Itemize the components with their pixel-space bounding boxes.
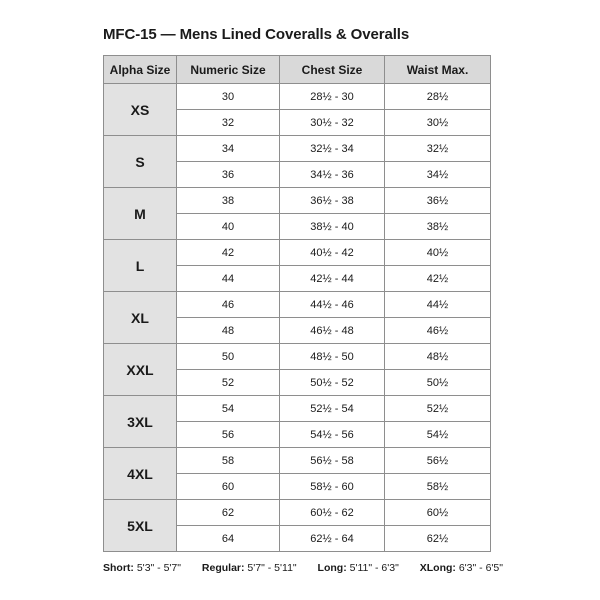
legend-regular-label: Regular:	[201, 562, 245, 574]
size-chart-table	[103, 55, 491, 552]
legend-short	[103, 562, 181, 574]
waist-max-cell: 62½	[385, 526, 491, 552]
waist-max-cell: 30½	[385, 110, 491, 136]
chest-size-cell: 44½ - 46	[280, 292, 385, 318]
waist-max-cell: 32½	[385, 136, 491, 162]
numeric-size-cell: 46	[177, 292, 280, 318]
numeric-size-cell: 30	[177, 84, 280, 110]
table-row	[104, 344, 491, 370]
table-body	[104, 84, 491, 552]
legend-regular-value: 5'7" - 5'11"	[247, 562, 297, 574]
legend-xlong-value: 6'3" - 6'5"	[458, 562, 503, 574]
waist-max-cell: 36½	[385, 188, 491, 214]
legend-xlong-label: XLong:	[419, 562, 456, 574]
numeric-size-cell: 44	[177, 266, 280, 292]
waist-max-cell: 44½	[385, 292, 491, 318]
legend-long	[318, 562, 399, 574]
table-row	[104, 188, 491, 214]
waist-max-cell: 56½	[385, 448, 491, 474]
waist-max-cell: 38½	[385, 214, 491, 240]
chest-size-cell: 58½ - 60	[280, 474, 385, 500]
legend-regular	[202, 562, 297, 574]
chest-size-cell: 32½ - 34	[280, 136, 385, 162]
chest-size-cell: 48½ - 50	[280, 344, 385, 370]
numeric-size-cell: 40	[177, 214, 280, 240]
legend-xlong	[420, 562, 503, 574]
chest-size-cell: 46½ - 48	[280, 318, 385, 344]
numeric-size-cell: 52	[177, 370, 280, 396]
legend-short-value: 5'3" - 5'7"	[136, 562, 181, 574]
alpha-size-cell: 3XL	[104, 396, 177, 448]
table-row	[104, 396, 491, 422]
table-row	[104, 240, 491, 266]
chest-size-cell: 52½ - 54	[280, 396, 385, 422]
length-legend	[103, 562, 503, 574]
numeric-size-cell: 32	[177, 110, 280, 136]
table-row	[104, 136, 491, 162]
waist-max-cell: 40½	[385, 240, 491, 266]
numeric-size-cell: 36	[177, 162, 280, 188]
header-numeric-size: Numeric Size	[177, 56, 280, 84]
alpha-size-cell: XL	[104, 292, 177, 344]
table-row	[104, 84, 491, 110]
alpha-size-cell: 5XL	[104, 500, 177, 552]
alpha-size-cell: L	[104, 240, 177, 292]
chest-size-cell: 62½ - 64	[280, 526, 385, 552]
alpha-size-cell: XS	[104, 84, 177, 136]
waist-max-cell: 42½	[385, 266, 491, 292]
table-row	[104, 292, 491, 318]
legend-short-label: Short:	[103, 562, 134, 574]
numeric-size-cell: 34	[177, 136, 280, 162]
waist-max-cell: 58½	[385, 474, 491, 500]
chest-size-cell: 40½ - 42	[280, 240, 385, 266]
legend-long-label: Long:	[317, 562, 347, 574]
alpha-size-cell: 4XL	[104, 448, 177, 500]
waist-max-cell: 34½	[385, 162, 491, 188]
numeric-size-cell: 62	[177, 500, 280, 526]
table-row	[104, 448, 491, 474]
header-waist-max: Waist Max.	[385, 56, 491, 84]
numeric-size-cell: 60	[177, 474, 280, 500]
chest-size-cell: 38½ - 40	[280, 214, 385, 240]
chest-size-cell: 42½ - 44	[280, 266, 385, 292]
waist-max-cell: 46½	[385, 318, 491, 344]
chest-size-cell: 30½ - 32	[280, 110, 385, 136]
numeric-size-cell: 38	[177, 188, 280, 214]
waist-max-cell: 52½	[385, 396, 491, 422]
legend-long-value: 5'11" - 6'3"	[349, 562, 399, 574]
waist-max-cell: 60½	[385, 500, 491, 526]
page-title: MFC-15 — Mens Lined Coveralls & Overalls	[103, 26, 410, 43]
waist-max-cell: 28½	[385, 84, 491, 110]
numeric-size-cell: 54	[177, 396, 280, 422]
alpha-size-cell: M	[104, 188, 177, 240]
numeric-size-cell: 58	[177, 448, 280, 474]
chest-size-cell: 50½ - 52	[280, 370, 385, 396]
chest-size-cell: 36½ - 38	[280, 188, 385, 214]
numeric-size-cell: 56	[177, 422, 280, 448]
header-row	[104, 56, 491, 84]
waist-max-cell: 50½	[385, 370, 491, 396]
header-chest-size: Chest Size	[280, 56, 385, 84]
chest-size-cell: 54½ - 56	[280, 422, 385, 448]
table-row	[104, 500, 491, 526]
chest-size-cell: 60½ - 62	[280, 500, 385, 526]
numeric-size-cell: 64	[177, 526, 280, 552]
alpha-size-cell: S	[104, 136, 177, 188]
header-alpha-size: Alpha Size	[104, 56, 177, 84]
waist-max-cell: 48½	[385, 344, 491, 370]
numeric-size-cell: 48	[177, 318, 280, 344]
alpha-size-cell: XXL	[104, 344, 177, 396]
numeric-size-cell: 42	[177, 240, 280, 266]
chest-size-cell: 28½ - 30	[280, 84, 385, 110]
numeric-size-cell: 50	[177, 344, 280, 370]
chest-size-cell: 34½ - 36	[280, 162, 385, 188]
chest-size-cell: 56½ - 58	[280, 448, 385, 474]
waist-max-cell: 54½	[385, 422, 491, 448]
